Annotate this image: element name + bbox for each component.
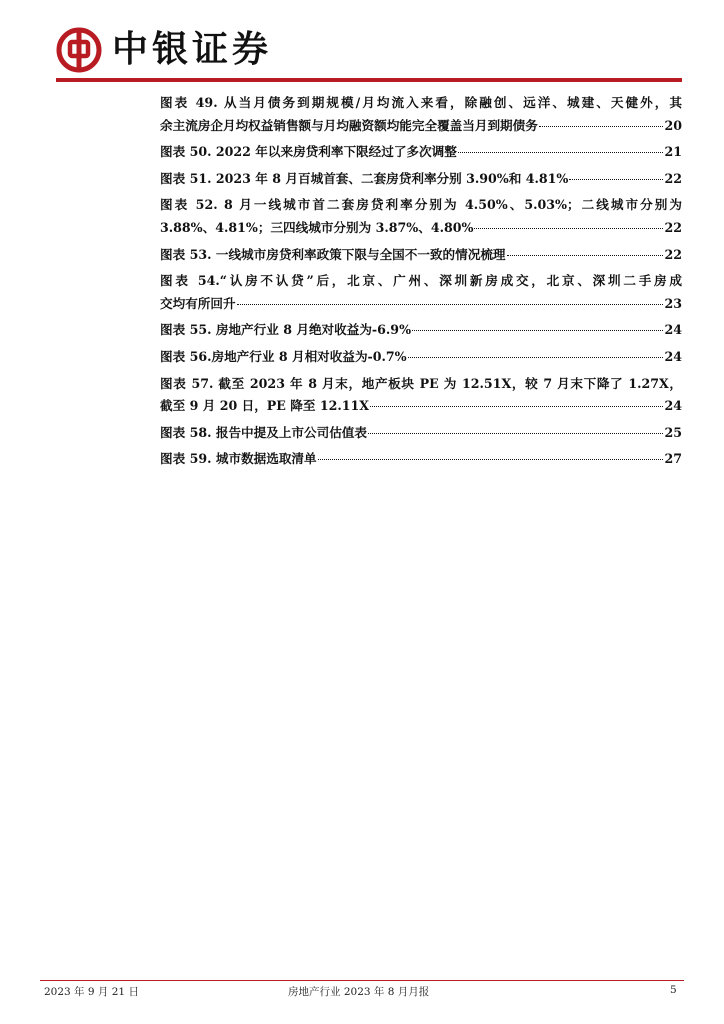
dot-leader xyxy=(237,304,664,305)
toc-page-number: 24 xyxy=(664,398,682,414)
toc-entry-text: 图表 51. 2023 年 8 月百城首套、二套房贷利率分别 3.90%和 4.81% xyxy=(160,170,569,186)
toc-entry-text: 图表 55. 房地产行业 8 月绝对收益为-6.9% xyxy=(160,322,412,338)
toc-entry-text: 截至 9 月 20 日，PE 降至 12.11X xyxy=(160,398,370,414)
toc-page-number: 24 xyxy=(664,322,682,338)
toc-entry-text: 图表 58. 报告中提及上市公司估值表 xyxy=(160,424,367,440)
dot-leader xyxy=(507,255,664,256)
footer-date: 2023 年 9 月 21 日 xyxy=(44,986,139,998)
toc-entry[interactable] xyxy=(160,319,682,342)
toc-entry[interactable] xyxy=(160,141,682,164)
dot-leader xyxy=(569,179,663,180)
toc-page-number: 22 xyxy=(664,246,682,262)
dot-leader xyxy=(318,459,664,460)
toc-entry[interactable] xyxy=(160,92,682,137)
toc-entry-text: 图表 56.房地产行业 8 月相对收益为-0.7% xyxy=(160,348,407,364)
toc-entry-text: 3.88%、4.81%；三四线城市分别为 3.87%、4.80% xyxy=(160,219,474,235)
toc-entry-text: 图表 50. 2022 年以来房贷利率下限经过了多次调整 xyxy=(160,144,457,160)
toc-page-number: 23 xyxy=(664,295,682,311)
toc-entry[interactable] xyxy=(160,448,682,471)
toc-entry-text: 图表 57. 截至 2023 年 8 月末，地产板块 PE 为 12.51X，较 7 月末下降了 1.27X， xyxy=(160,375,682,391)
footer-divider xyxy=(40,980,684,981)
toc-entry[interactable] xyxy=(160,244,682,267)
dot-leader xyxy=(474,228,663,229)
toc-entry[interactable] xyxy=(160,346,682,369)
toc-entry-text: 图表 59. 城市数据选取清单 xyxy=(160,451,317,467)
toc-entry-text: 图表 52. 8 月一线城市首二套房贷利率分别为 4.50%、5.03%；二线城市分别为 xyxy=(160,197,682,213)
toc-entry-text: 图表 54.“认房不认贷”后，北京、广州、深圳新房成交，北京、深圳二手房成 xyxy=(160,273,682,289)
table-of-figures xyxy=(160,92,682,471)
brand-name: 中银证券 xyxy=(112,29,273,70)
toc-page-number: 25 xyxy=(664,424,682,440)
toc-page-number: 27 xyxy=(664,451,682,467)
toc-entry-text: 交均有所回升 xyxy=(160,295,236,311)
toc-entry[interactable] xyxy=(160,168,682,191)
bank-of-china-logo-icon xyxy=(56,27,102,73)
dot-leader xyxy=(412,330,663,331)
toc-entry[interactable] xyxy=(160,194,682,239)
toc-entry-text: 图表 49. 从当月债务到期规模/月均流入来看，除融创、远洋、城建、天健外，其 xyxy=(160,95,682,110)
toc-page-number: 20 xyxy=(664,117,682,133)
toc-page-number: 24 xyxy=(664,348,682,364)
header-divider xyxy=(56,78,682,82)
toc-page-number: 22 xyxy=(664,219,682,235)
dot-leader xyxy=(368,433,663,434)
footer-report-title: 房地产行业 2023 年 8 月月报 xyxy=(288,986,430,998)
dot-leader xyxy=(539,126,664,127)
toc-page-number: 22 xyxy=(664,170,682,186)
toc-entry[interactable] xyxy=(160,422,682,445)
toc-entry[interactable] xyxy=(160,373,682,418)
dot-leader xyxy=(408,357,664,358)
dot-leader xyxy=(458,152,664,153)
toc-entry-text: 余主流房企月均权益销售额与月均融资额均能完全覆盖当月到期债务 xyxy=(160,117,538,133)
footer-page-number: 5 xyxy=(670,984,677,996)
toc-page-number: 21 xyxy=(664,144,682,160)
page-header xyxy=(0,0,724,84)
toc-entry-text: 图表 53. 一线城市房贷利率政策下限与全国不一致的情况梳理 xyxy=(160,246,506,262)
dot-leader xyxy=(370,406,663,407)
toc-entry[interactable] xyxy=(160,270,682,315)
